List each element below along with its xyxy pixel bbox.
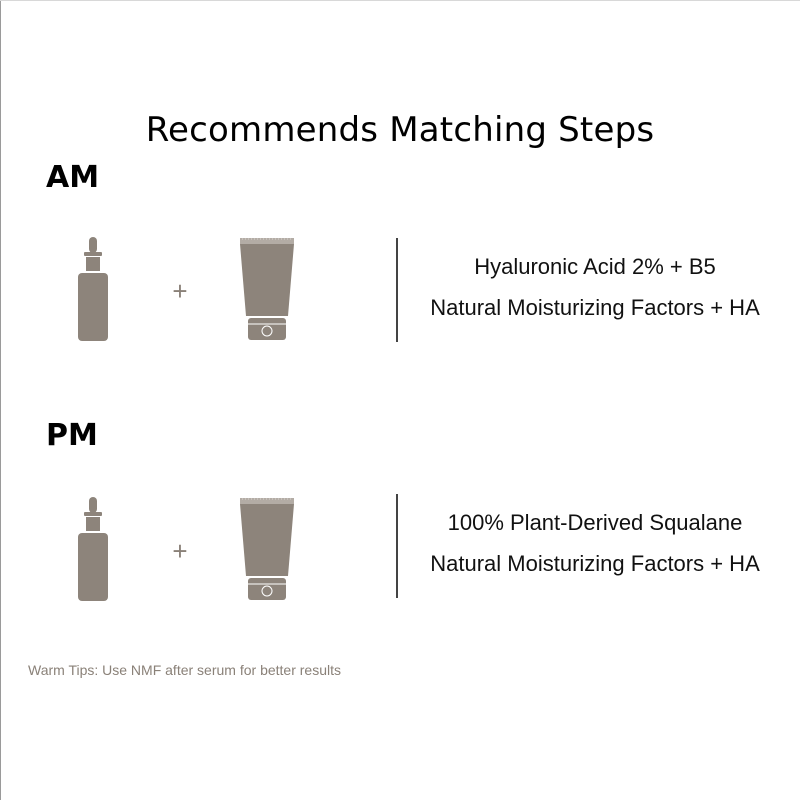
plus-sign: +: [172, 536, 188, 566]
am-line-1: Hyaluronic Acid 2% + B5: [474, 254, 716, 279]
plus-sign: +: [172, 276, 188, 306]
serum-bottle-icon: [74, 496, 112, 604]
pm-line-1: 100% Plant-Derived Squalane: [447, 510, 743, 535]
pm-line-2: Natural Moisturizing Factors + HA: [430, 551, 760, 576]
am-line-2: Natural Moisturizing Factors + HA: [430, 295, 760, 320]
pm-divider: [396, 494, 398, 598]
top-frame-line: [0, 0, 800, 1]
cream-tube-icon: [238, 236, 296, 344]
am-divider: [396, 238, 398, 342]
serum-bottle-icon: [74, 236, 112, 344]
warm-tip: Warm Tips: Use NMF after serum for better results: [28, 662, 341, 678]
cream-tube-icon: [238, 496, 296, 604]
am-label: AM: [46, 160, 100, 195]
am-description: [400, 246, 790, 328]
am-routine-row: [0, 236, 800, 346]
pm-routine-row: [0, 496, 800, 606]
page-title: Recommends Matching Steps: [145, 110, 655, 150]
pm-label: PM: [46, 418, 98, 453]
pm-description: [400, 502, 790, 584]
